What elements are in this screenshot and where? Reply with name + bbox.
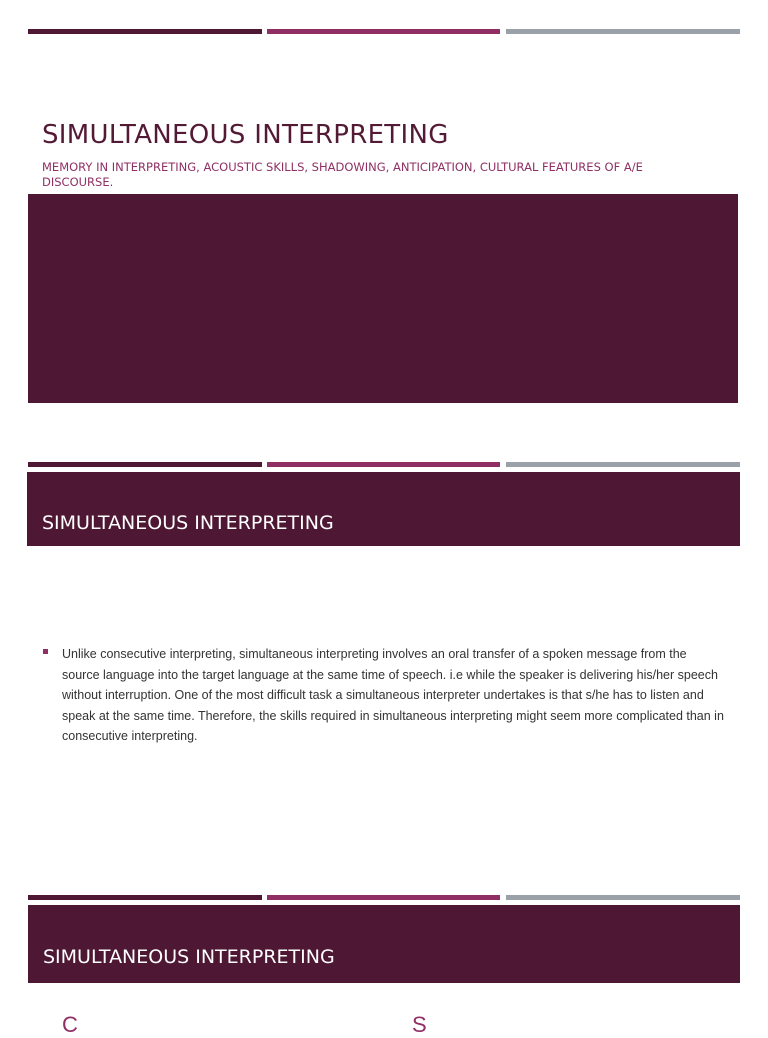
accent-stripe-dark: [28, 462, 262, 467]
accent-stripe-magenta: [267, 895, 500, 900]
accent-stripe-gray: [506, 895, 740, 900]
accent-stripe-dark: [28, 895, 262, 900]
accent-stripe-magenta: [267, 29, 500, 34]
slide-1-title: SIMULTANEOUS INTERPRETING: [42, 120, 449, 150]
accent-stripe-gray: [506, 29, 740, 34]
title-background-band: [28, 194, 738, 403]
partial-text-right: S: [412, 1012, 427, 1037]
slide-2-header-band: [27, 472, 740, 546]
bullet-text: Unlike consecutive interpreting, simultaneous interpreting involves an oral transfer of a spoken message from the source language into the target language at the same time of speech. i.e while the speaker is delivering his/her speech without interruption. One of the most difficult task a simultaneous interpreter undertakes is that s/he has to listen and speak at the same time. Therefore, the skills required in simultaneous interpreting might seem more complicated than in consecutive interpreting.: [62, 647, 724, 743]
accent-stripe-gray: [506, 462, 740, 467]
list-item: [42, 643, 726, 746]
square-bullet-icon: [43, 649, 48, 654]
partial-text-left: C: [62, 1012, 78, 1037]
bullet-list: [42, 643, 726, 746]
slide-3-title: SIMULTANEOUS INTERPRETING: [43, 946, 335, 968]
slide-2-title: SIMULTANEOUS INTERPRETING: [42, 512, 334, 534]
slide-3-header-band: [28, 905, 740, 983]
accent-stripe-dark: [28, 29, 262, 34]
accent-stripe-magenta: [267, 462, 500, 467]
slide-1-subtitle: MEMORY IN INTERPRETING, ACOUSTIC SKILLS, SHADOWING, ANTICIPATION, CULTURAL FEATURES OF A/E DISCOURSE.: [42, 160, 643, 189]
